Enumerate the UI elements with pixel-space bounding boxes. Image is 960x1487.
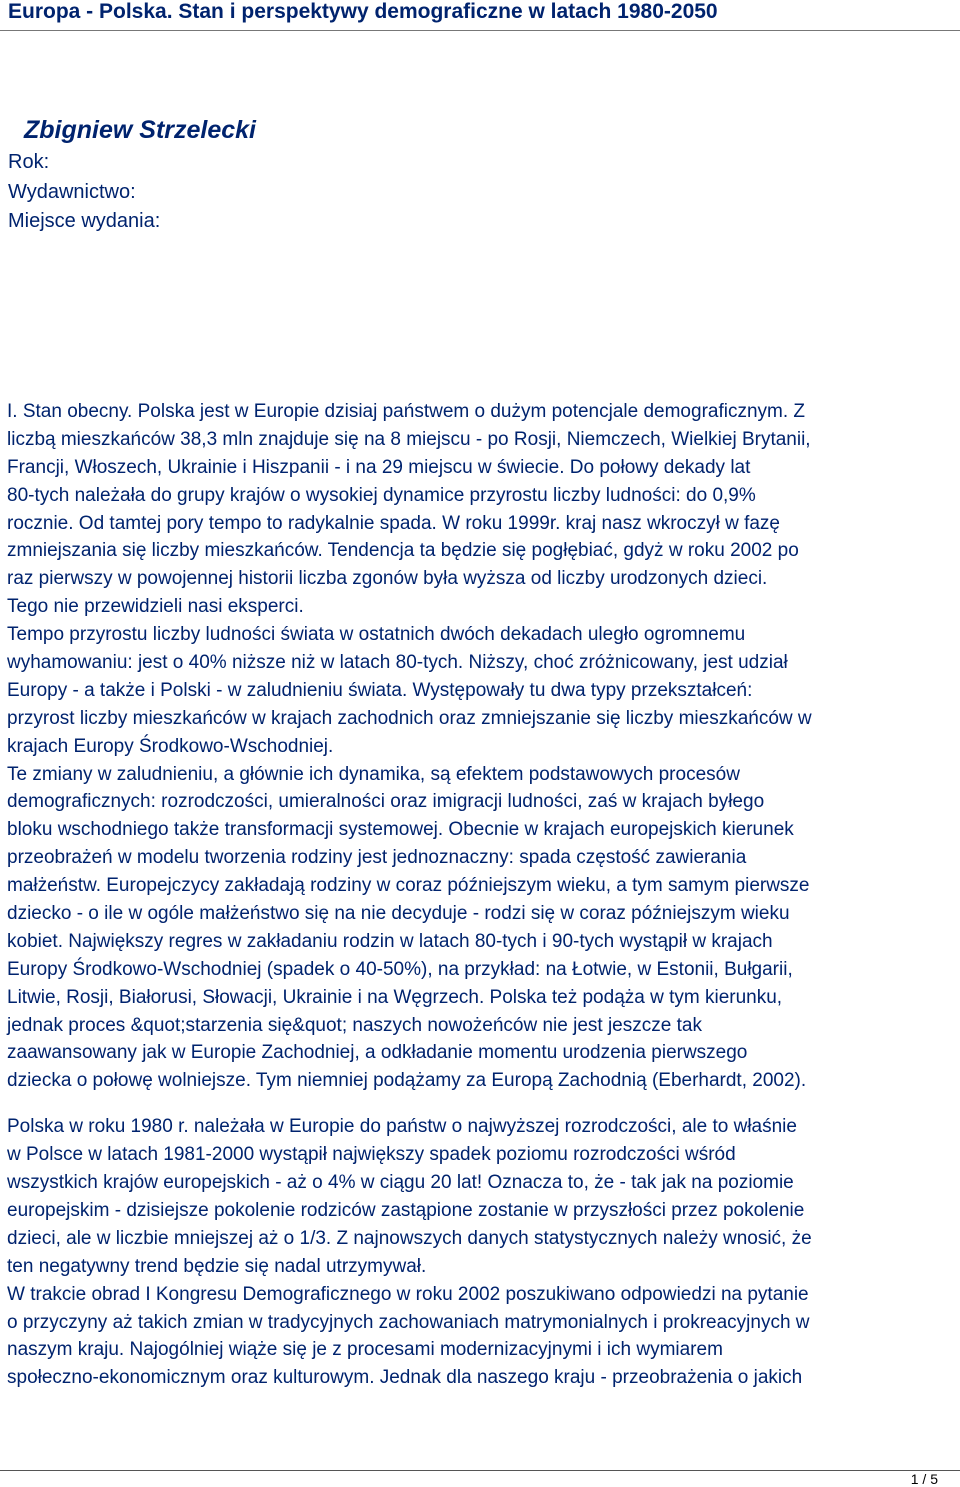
body-line: demograficznych: rozrodczości, umieralności oraz imigracji ludności, zaś w krajach byłego (7, 791, 765, 813)
header-divider (0, 30, 960, 31)
body-line: krajach Europy Środkowo-Wschodniej. (7, 735, 334, 757)
body-line: 80-tych należała do grupy krajów o wysokiej dynamice przyrostu liczby ludności: do 0,9% (7, 484, 756, 506)
body-line: liczbą mieszkańców 38,3 mln znajduje się na 8 miejscu - po Rosji, Niemczech, Wielkiej Brytanii, (7, 428, 811, 450)
body-line: Francji, Włoszech, Ukrainie i Hiszpanii - i na 29 miejscu w świecie. Do połowy dekady lat (7, 456, 751, 478)
book-metadata (8, 148, 160, 237)
body-line: zmniejszania się liczby mieszkańców. Tendencja ta będzie się pogłębiać, gdyż w roku 2002 po (7, 540, 799, 562)
body-line: Polska w roku 1980 r. należała w Europie do państw o najwyższej rozrodczości, ale to właśnie (7, 1116, 797, 1138)
body-line: dzieci, ale w liczbie mniejszej aż o 1/3. Z najnowszych danych statystycznych należy wnosić, że (7, 1227, 812, 1249)
author-name: Zbigniew Strzelecki (24, 116, 257, 144)
page-number: 1 / 5 (910, 1471, 938, 1487)
year-label: Rok: (8, 151, 50, 173)
body-line: rocznie. Od tamtej pory tempo to radykalnie spada. W roku 1999r. kraj nasz wkroczył w fazę (7, 512, 780, 534)
body-line: dziecka o połowę wolniejsze. Tym niemniej podążamy za Europą Zachodnią (Eberhardt, 2002). (7, 1070, 807, 1092)
body-line: przyrost liczby mieszkańców w krajach zachodnich oraz zmniejszanie się liczby mieszkańców w (7, 707, 812, 729)
place-label: Miejsce wydania: (8, 210, 161, 232)
body-line: I. Stan obecny. Polska jest w Europie dzisiaj państwem o dużym potencjale demograficznym. Z (7, 401, 806, 422)
body-line: Tego nie przewidzieli nasi eksperci. (7, 596, 304, 618)
body-line: Tempo przyrostu liczby ludności świata w ostatnich dwóch dekadach uległo ogromnemu (7, 624, 746, 646)
body-line: ten negatywny trend będzie się nadal utrzymywał. (7, 1255, 427, 1277)
body-line: małżeństw. Europejczycy zakładają rodziny w coraz późniejszym wieku, a tym samym pierwsze (7, 875, 810, 897)
body-line: Litwie, Rosji, Białorusi, Słowacji, Ukrainie i na Węgrzech. Polska też podąża w tym kierunku, (7, 986, 783, 1008)
footer-divider (0, 1470, 960, 1471)
body-line: jednak proces &quot;starzenia się&quot; naszych nowożeńców nie jest jeszcze tak (7, 1014, 702, 1036)
page-header-title: Europa - Polska. Stan i perspektywy demograficzne w latach 1980-2050 (8, 0, 718, 23)
body-line: wszystkich krajów europejskich - aż o 4% w ciągu 20 lat! Oznacza to, że - tak jak na poziomie (7, 1172, 794, 1194)
body-line: naszym kraju. Najogólniej wiąże się je z procesami modernizacyjnymi i ich wymiarem (7, 1339, 723, 1361)
body-line: o przyczyny aż takich zmian w tradycyjnych zachowaniach matrymonialnych i prokreacyjnych w (7, 1311, 810, 1333)
body-line: zaawansowany jak w Europie Zachodniej, a odkładanie momentu urodzenia pierwszego (7, 1042, 748, 1064)
body-line: Europy - a także i Polski - w zaludnieniu świata. Występowały tu dwa typy przekształceń: (7, 679, 753, 701)
body-line: dziecko - o ile w ogóle małżeństwo się na nie decyduje - rodzi się w coraz późniejszym wieku (7, 903, 790, 925)
body-line: kobiet. Największy regres w zakładaniu rodzin w latach 80-tych i 90-tych wystąpił w krajach (7, 930, 773, 952)
body-line: społeczno-ekonomicznym oraz kulturowym. Jednak dla naszego kraju - przeobrażenia o jakich (7, 1367, 803, 1389)
body-line: w Polsce w latach 1981-2000 wystąpił największy spadek poziomu rozrodczości wśród (7, 1144, 736, 1166)
paragraph-gap (7, 1095, 957, 1113)
publisher-label: Wydawnictwo: (8, 180, 136, 203)
body-line: Te zmiany w zaludnieniu, a głównie ich dynamika, są efektem podstawowych procesów (7, 763, 740, 785)
body-line: raz pierwszy w powojennej historii liczba zgonów była wyższa od liczby urodzonych dzieci. (7, 568, 768, 590)
body-line: Europy Środkowo-Wschodniej (spadek o 40-50%), na przykład: na Łotwie, w Estonii, Bułgarii, (7, 958, 793, 980)
body-line: przeobrażeń w modelu tworzenia rodziny jest jednoznaczny: spada częstość zawierania (7, 847, 747, 869)
body-line: europejskim - dzisiejsze pokolenie rodziców zastąpione zostanie w przyszłości przez pokolenie (7, 1199, 805, 1221)
body-line: bloku wschodniego także transformacji systemowej. Obecnie w krajach europejskich kierunek (7, 819, 794, 841)
body-line: wyhamowaniu: jest o 40% niższe niż w latach 80-tych. Niższy, choć zróżnicowany, jest udział (7, 652, 788, 674)
body-line: W trakcie obrad I Kongresu Demograficznego w roku 2002 poszukiwano odpowiedzi na pytanie (7, 1283, 809, 1305)
article-body (7, 398, 957, 1392)
